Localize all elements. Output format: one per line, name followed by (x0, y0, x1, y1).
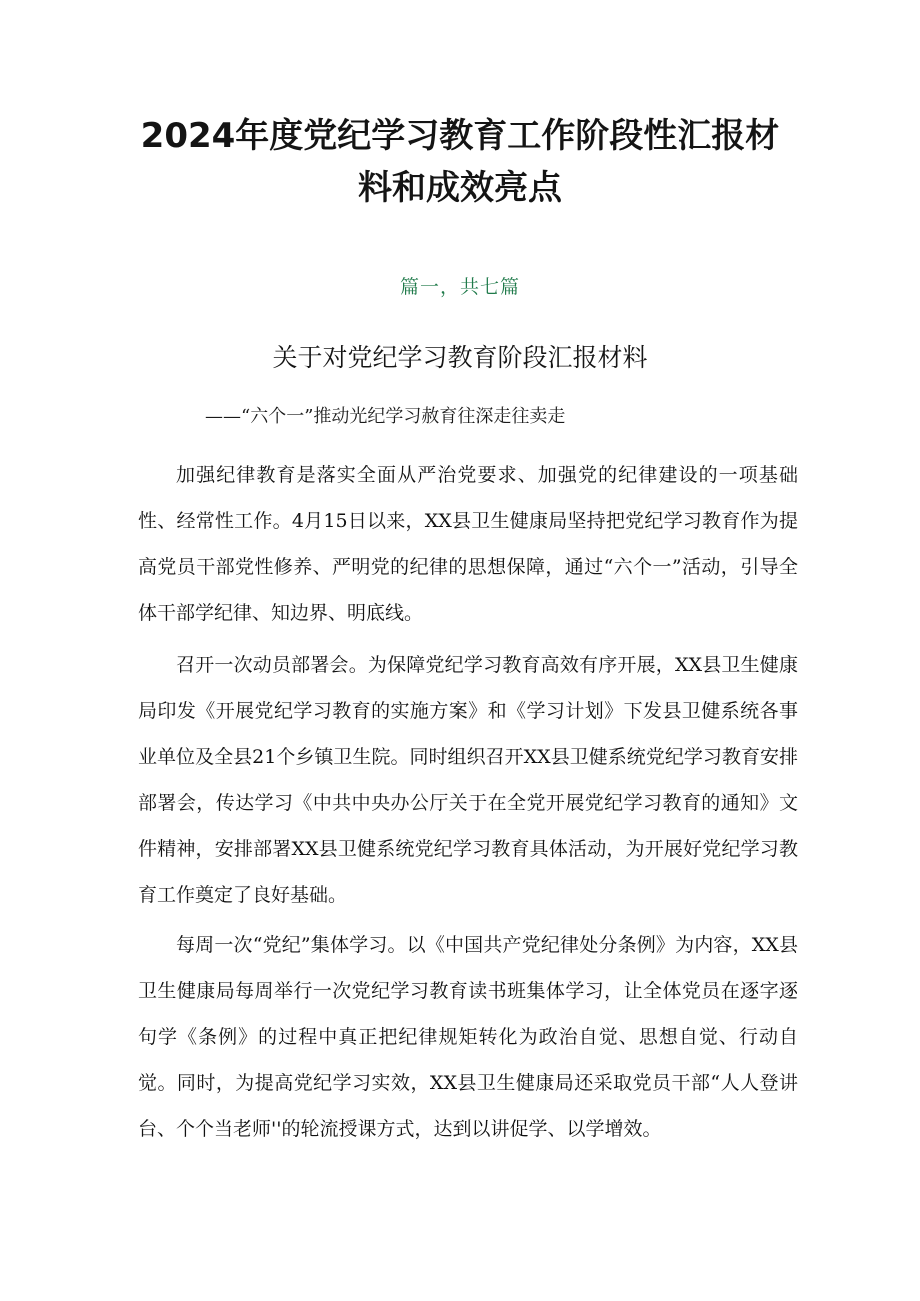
page-title: 2024年度党纪学习教育工作阶段性汇报材料和成效亮点 (140, 116, 780, 208)
paragraph-mobilization-meeting: 召开一次动员部署会。为保障党纪学习教育高效有序开展，XX县卫生健康局印发《开展党纪学习教育的实施方案》和《学习计划》下发县卫健系统各事业单位及全县21个乡镇卫生院。同时组织召开XX县卫健系统党纪学习教育安排部署会，传达学习《中共中央办公厅关于在全党开展党纪学习教育的通知》文件精神，安排部署XX县卫健系统党纪学习教育具体活动，为开展好党纪学习教育工作奠定了良好基础。 (138, 654, 798, 906)
article-title: 关于对党纪学习教育阶段汇报材料 (272, 343, 648, 372)
paragraph-weekly-study: 每周一次“党纪”集体学习。以《中国共产党纪律处分条例》为内容，XX县卫生健康局每周举行一次党纪学习教育读书班集体学习，让全体党员在逐字逐句学《条例》的过程中真正把纪律规矩转化为政治自觉、思想自觉、行动自觉。同时，为提高党纪学习实效，XX县卫生健康局还采取党员干部“人人登讲台、个个当老师''的轮流授课方式，达到以讲促学、以学增效。 (138, 934, 798, 1140)
paragraph-intro: 加强纪律教育是落实全面从严治党要求、加强党的纪律建设的一项基础性、经常性工作。4月15日以来，XX县卫生健康局坚持把党纪学习教育作为提高党员干部党性修养、严明党的纪律的思想保障，通过“六个一”活动，引导全体干部学纪律、知边界、明底线。 (138, 464, 798, 624)
article-subtitle: ——“六个一”推动光纪学习赦育往深走往卖走 (205, 406, 566, 427)
section-label: 篇一，共七篇 (399, 276, 520, 298)
